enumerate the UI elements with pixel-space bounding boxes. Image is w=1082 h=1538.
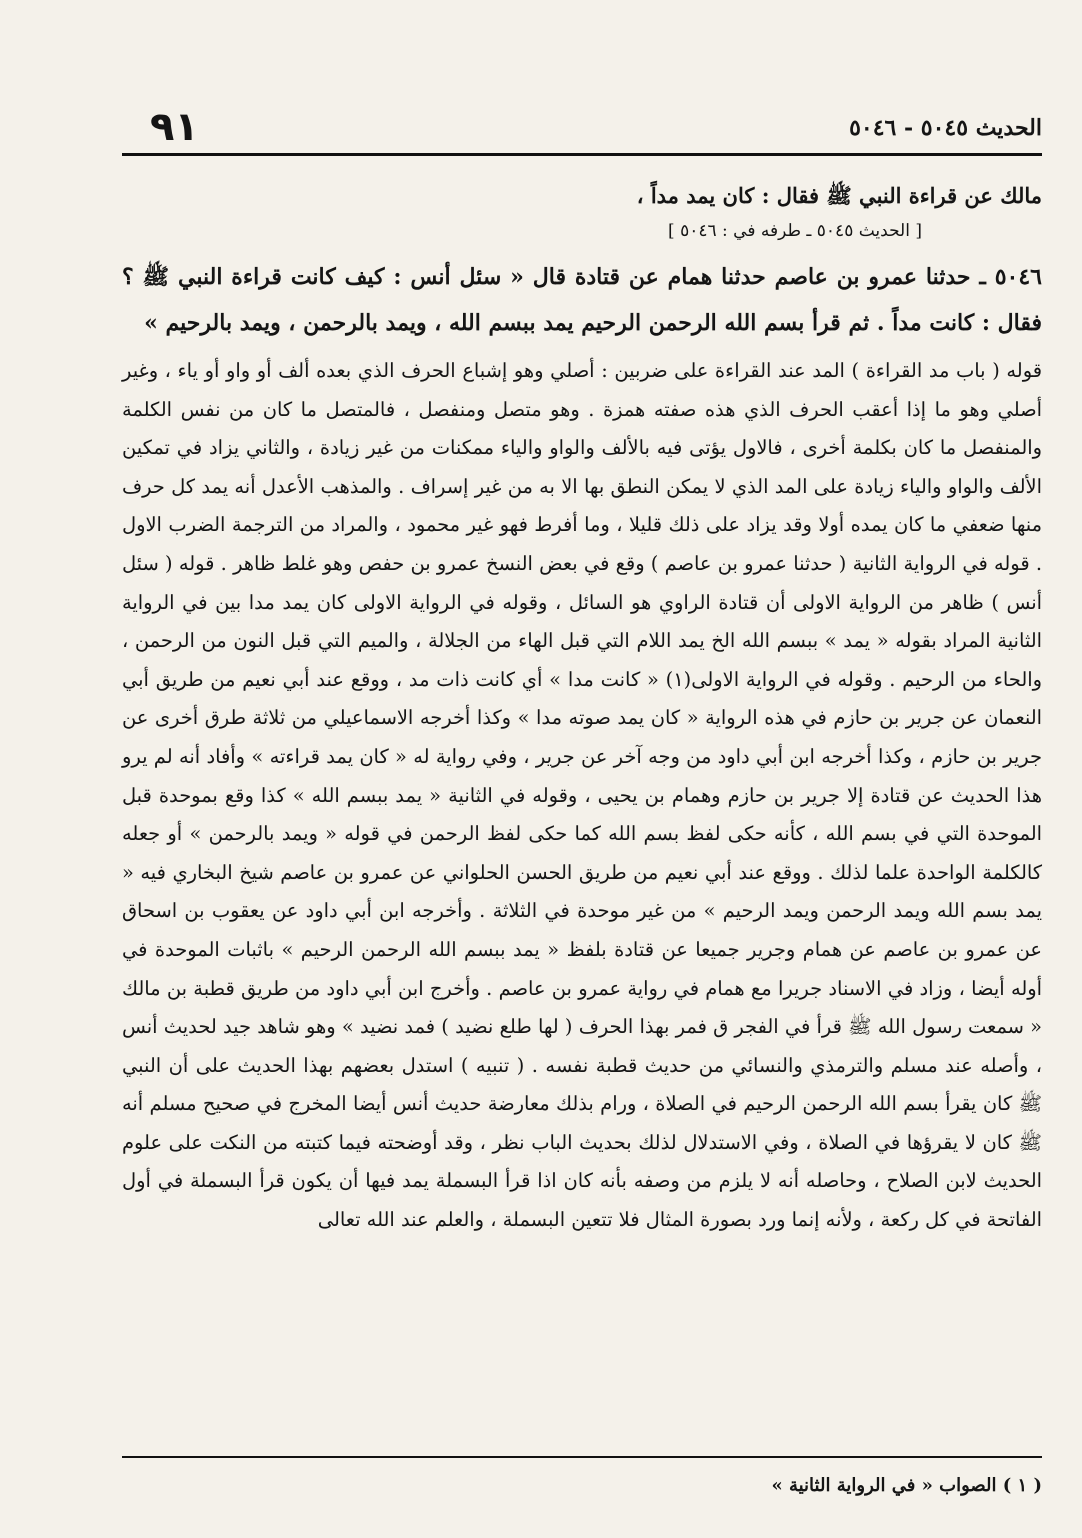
footnote: ( ١ ) الصواب « في الرواية الثانية » xyxy=(771,1475,1042,1496)
header-rule xyxy=(122,153,1042,156)
page-number: ٩١ xyxy=(150,104,199,150)
footnote-rule xyxy=(122,1456,1042,1458)
continued-hadith-line: مالك عن قراءة النبي ﷺ فقال : كان يمد مداً ، xyxy=(636,183,1042,208)
running-title: الحديث ٥٠٤٥ - ٥٠٤٦ xyxy=(849,115,1042,141)
hadith-reference: [ الحديث ٥٠٤٥ ـ طرفه في : ٥٠٤٦ ] xyxy=(668,221,922,241)
hadith-text: ٥٠٤٦ ـ حدثنا عمرو بن عاصم حدثنا همام عن قتادة قال « سئل أنس : كيف كانت قراءة النبي ﷺ ؟ فقال : كانت مداً . ثم قرأ بسم الله الرحمن الرحيم يمد ببسم الله ، ويمد بالرحمن ، ويمد بالرحيم » xyxy=(122,264,1042,336)
page-header xyxy=(122,100,1042,154)
main-text xyxy=(122,176,1042,1240)
commentary-text: قوله ( باب مد القراءة ) المد عند القراءة على ضربين : أصلي وهو إشباع الحرف الذي بعده ألف أو واو أو ياء ، وغير أصلي وهو ما إذا أعقب الحرف الذي هذه صفته همزة . وهو متصل ومنفصل ، فالمتصل ما كان من نفس الكلمة والمنفصل ما كان بكلمة أخرى ، فالاول يؤتى فيه بالألف والواو والياء ممكنات من غير زيادة ، والثاني يزاد في تمكين الألف والواو والياء زيادة على المد الذي لا يمكن النطق بها الا به من غير إسراف . والمذهب الأعدل أنه يمد كل حرف منها ضعفي ما كان يمده أولا وقد يزاد على ذلك قليلا ، وما أفرط فهو غير محمود ، والمراد من الترجمة الضرب الاول . قوله في الرواية الثانية ( حدثنا عمرو بن عاصم ) وقع في بعض النسخ عمرو بن حفص وهو غلط ظاهر . قوله ( سئل أنس ) ظاهر من الرواية الاولى أن قتادة الراوي هو السائل ، وقوله في الرواية الاولى كان يمد مدا بين في الرواية الثانية المراد بقوله « يمد » ببسم الله الخ يمد اللام التي قبل الهاء من الجلالة ، والميم التي قبل النون من الرحمن ، والحاء من الرحيم . وقوله في الرواية الاولى(١) « كانت مدا » أي كانت ذات مد ، ووقع عند أبي نعيم من طريق أبي النعمان عن جرير بن حازم في هذه الرواية « كان يمد صوته مدا » وكذا أخرجه الاسماعيلي من ثلاثة طرق أخرى عن جرير بن حازم ، وكذا أخرجه ابن أبي داود من وجه آخر عن جرير ، وفي رواية له « كان يمد قراءته » وأفاد أنه لم يرو هذا الحديث عن قتادة إلا جرير بن حازم وهمام بن يحيى ، وقوله في الثانية « يمد ببسم الله » كذا وقع بموحدة قبل الموحدة التي في بسم الله ، كأنه حكى لفظ بسم الله كما حكى لفظ الرحمن في قوله « ويمد بالرحمن » أو جعله كالكلمة الواحدة علما لذلك . ووقع عند أبي نعيم من طريق الحسن الحلواني عن عمرو بن عاصم شيخ البخاري فيه « يمد بسم الله ويمد الرحمن ويمد الرحيم » من غير موحدة في الثلاثة . وأخرجه ابن أبي داود عن يعقوب بن اسحاق عن عمرو بن عاصم عن همام وجرير جميعا عن قتادة بلفظ « يمد ببسم الله الرحمن الرحيم » باثبات الموحدة في أوله أيضا ، وزاد في الاسناد جريرا مع همام في رواية عمرو بن عاصم . وأخرج ابن أبي داود من طريق قطبة بن مالك « سمعت رسول الله ﷺ قرأ في الفجر ق فمر بهذا الحرف ( لها طلع نضيد ) فمد نضيد » وهو شاهد جيد لحديث أنس ، وأصله عند مسلم والترمذي والنسائي من حديث قطبة نفسه . ( تنبيه ) استدل بعضهم بهذا الحديث على أن النبي ﷺ كان يقرأ بسم الله الرحمن الرحيم في الصلاة ، ورام بذلك معارضة حديث أنس أيضا المخرج في صحيح مسلم أنه ﷺ كان لا يقرؤها في الصلاة ، وفي الاستدلال لذلك بحديث الباب نظر ، وقد أوضحته فيما كتبته من النكت على علوم الحديث لابن الصلاح ، وحاصله أنه لا يلزم من وصفه بأنه كان اذا قرأ البسملة يمد فيها أن يكون قرأ البسملة في أول الفاتحة في كل ركعة ، ولأنه إنما ورد بصورة المثال فلا تتعين البسملة ، والعلم عند الله تعالى xyxy=(122,359,1042,1232)
